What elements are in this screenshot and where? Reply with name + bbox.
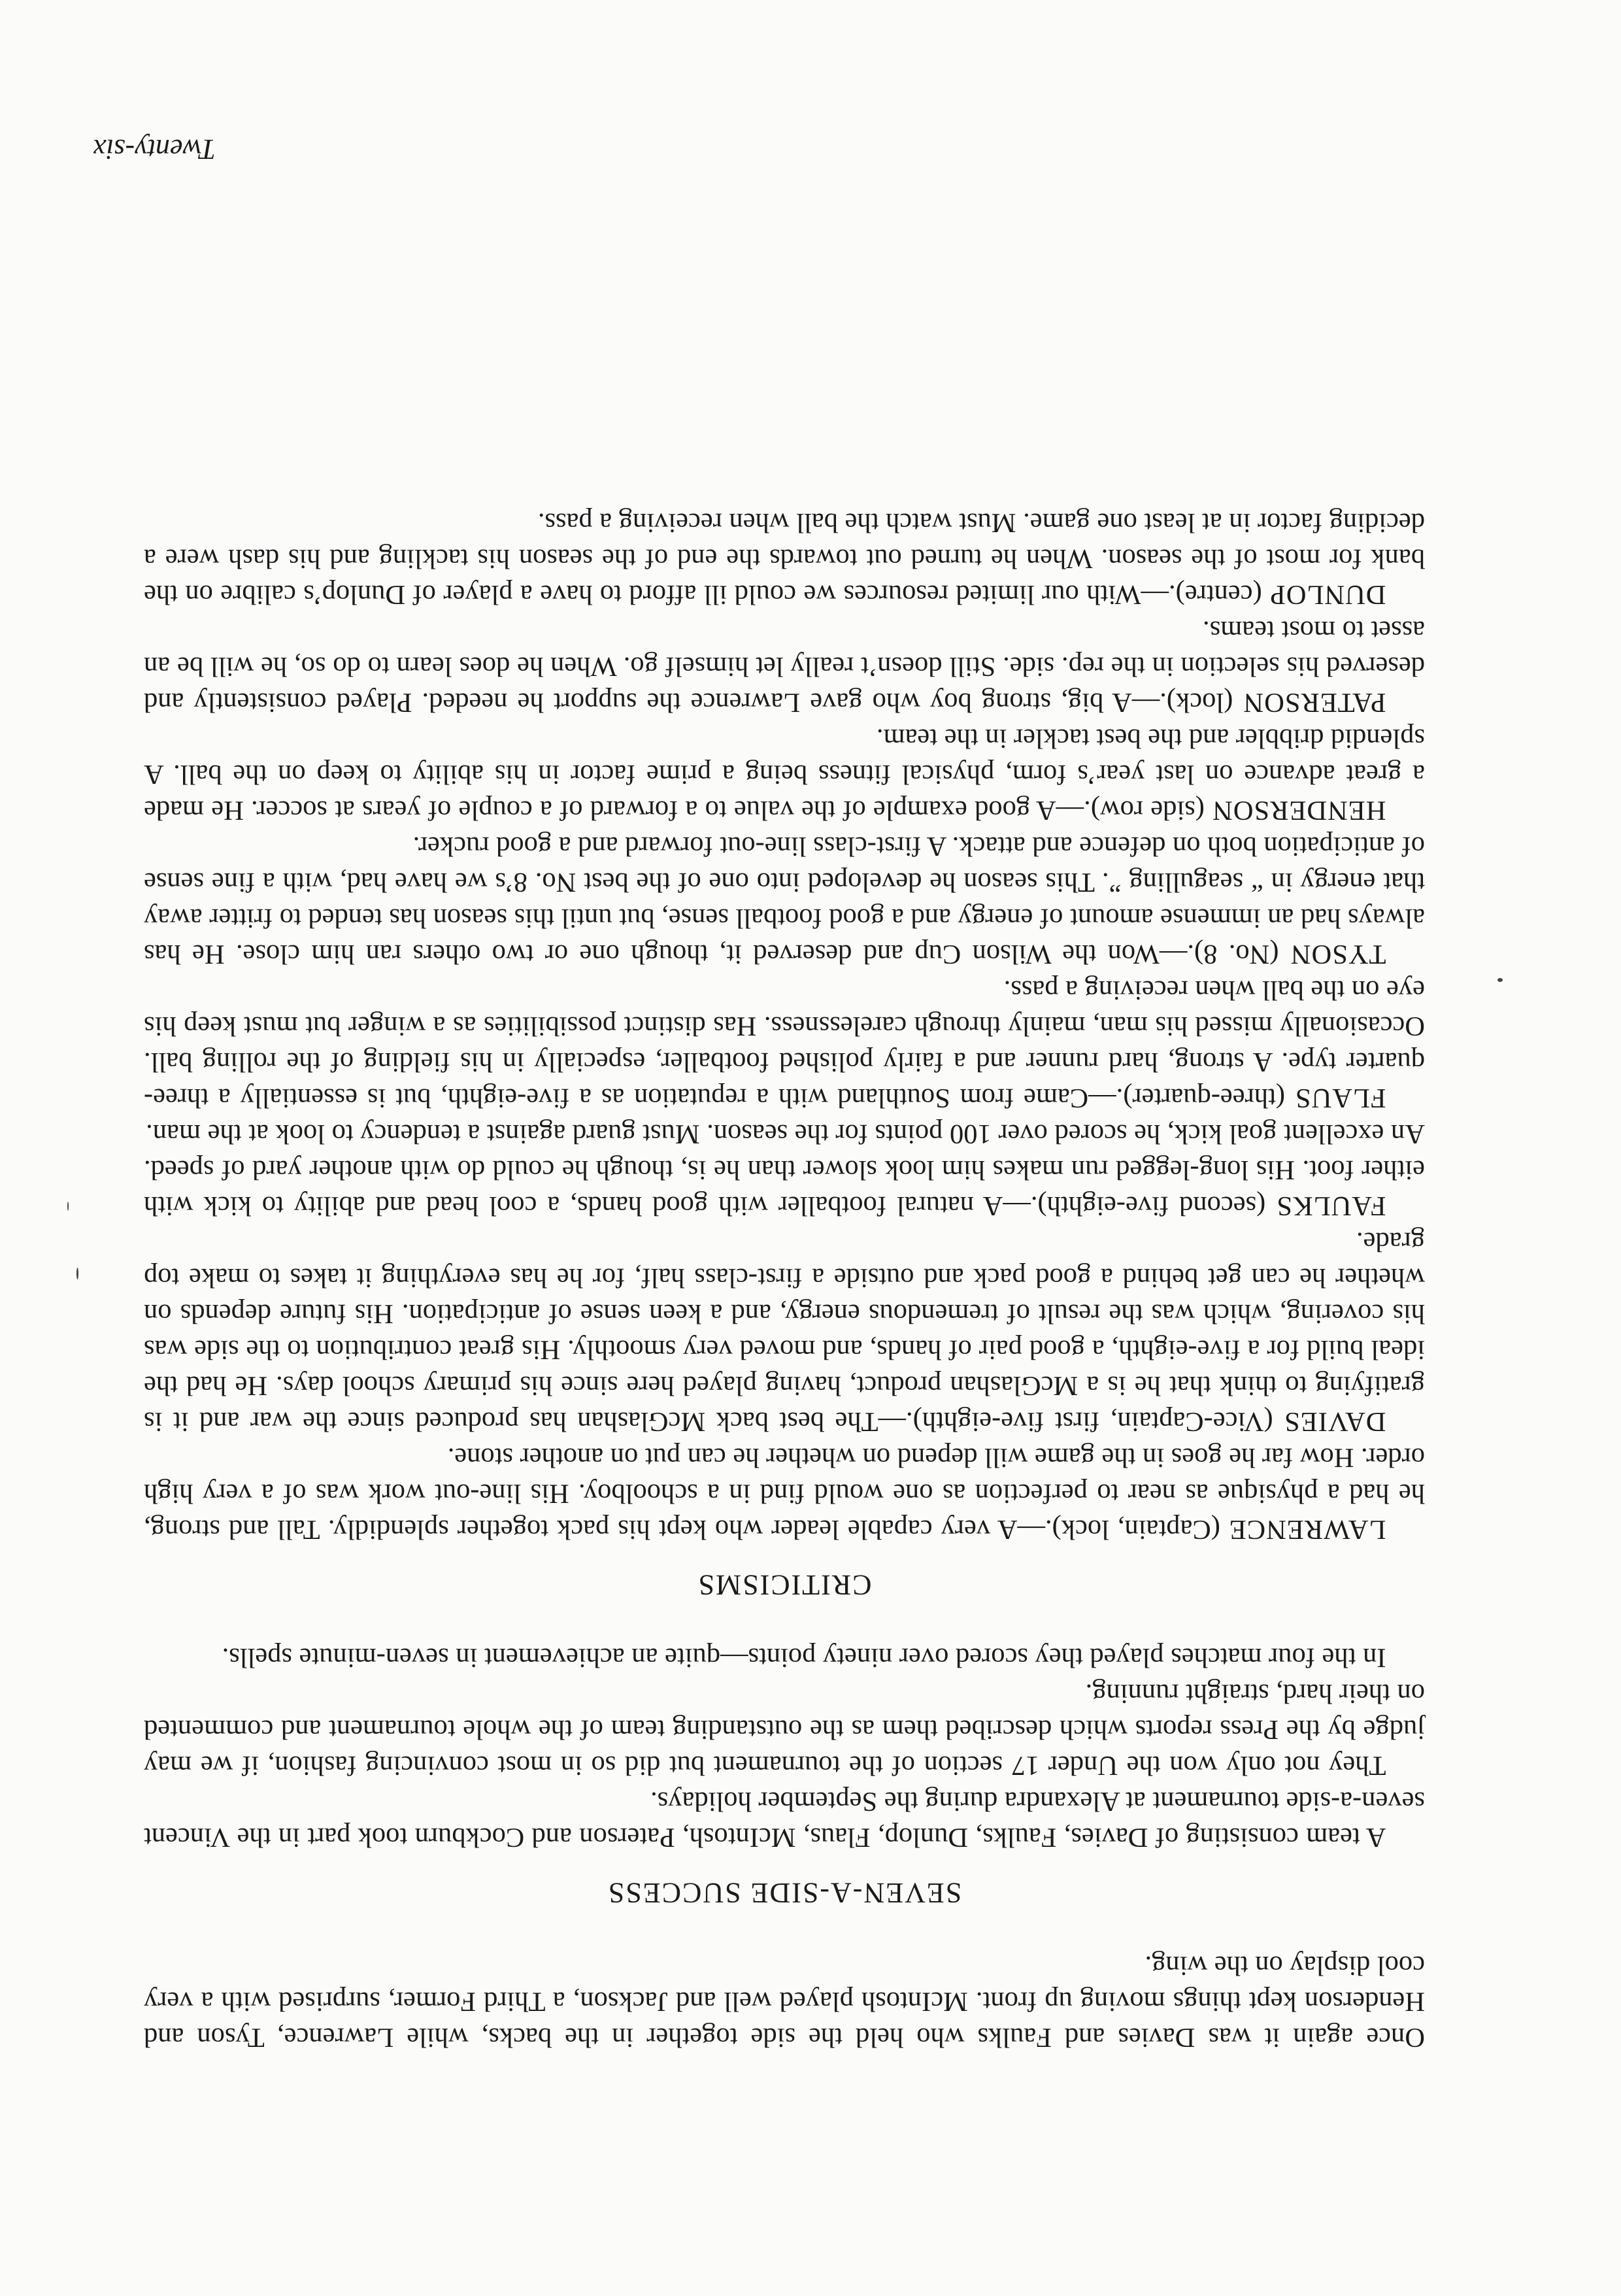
player-critique: (three-quarter).—Came from Southland with a reputation as a five-eighth, but is essentially a three-quarter type. A strong, hard runner and a fairly polished footballer, especially in his fielding of the rolling ball. Occasionally missed his man, mainly through carelessness. Has distinct possibilities as a winger but must keep his eye on the ball when receiving a pass.: [144, 975, 1425, 1113]
criticism-flaus: [144, 972, 1425, 1116]
page-number: Twenty-six: [93, 133, 216, 165]
player-name: TYSON: [1290, 939, 1386, 970]
criticism-davies: [144, 1224, 1425, 1440]
sevens-paragraph-1: A team consisting of Davies, Faulks, Dunlop, Flaus, McIntosh, Paterson and Cockburn took part in the Vincent seven-a-side tournament at Alexandra during the September holidays.: [144, 1786, 1425, 1853]
criticism-paterson: [144, 613, 1425, 720]
heading-criticisms: CRITICISMS: [697, 1569, 872, 1601]
criticism-faulks: [144, 1116, 1425, 1224]
scan-speck: [67, 1202, 69, 1211]
scan-speck: [76, 1268, 78, 1279]
player-critique: (side row).—A good example of the value to a forward of a couple of years at soccer. He made a great advance on last year’s form, physical fitness being a prime factor in his ability to keep on the ball. A splendid dribbler and the best tackler in the team.: [144, 723, 1425, 826]
sevens-paragraph-3: In the four matches played they scored over ninety points—quite an achievement in seven-minute spells.: [222, 1642, 1386, 1673]
criticism-tyson: [144, 828, 1425, 972]
player-name: FLAUS: [1294, 1083, 1386, 1113]
player-name: DAVIES: [1284, 1406, 1386, 1437]
criticism-lawrence: [144, 1440, 1425, 1547]
player-name: LAWRENCE: [1228, 1514, 1386, 1545]
heading-seven-a-side: SEVEN-A-SIDE SUCCESS: [607, 1877, 962, 1909]
player-name: FAULKS: [1276, 1190, 1386, 1221]
player-critique: (second five-eighth).—A natural footballer with good hands, a cool head and ability to kick with either foot. His long-legged run makes him look slower than he is, though he could do with another yard of speed. An excellent goal kick, he scored over 100 points for the season. Must guard against a tendency to look at the man.: [143, 1119, 1425, 1221]
body-text: [144, 505, 1425, 2055]
intro-paragraph: Once again it was Davies and Faulks who held the side together in the backs, while Lawrence, Tyson and Henderson kept things moving up front. McIntosh played well and Jackson, a Third Former, surprised with a very cool display on the wing.: [144, 1950, 1425, 2053]
player-critique: (Captain, lock).—A very capable leader who kept his pack together splendidly. Tall and strong, he had a physique as near to perfection as one would find in a schoolboy. His line-out work was of a very high order. How far he goes in the game will depend on whether he can put on another stone.: [144, 1442, 1425, 1545]
criticism-dunlop: [144, 505, 1425, 613]
player-critique: (No. 8).—Won the Wilson Cup and deserved it, though one or two others ran him close. He has always had an immense amount of energy and a good football sense, but until this season has tended to fritter away that energy in “ seagulling ”. This season he developed into one of the best No. 8’s we have had, with a fine sense of anticipation both on defence and attack. A first-class line-out forward and a good rucker.: [143, 831, 1425, 970]
player-critique: (lock).—A big, strong boy who gave Lawrence the support he needed. Played consistently and deserved his selection in the rep. side. Still doesn’t really let himself go. When he does learn to do so, he will be an asset to most teams.: [144, 615, 1425, 718]
player-name: PATERSON: [1243, 687, 1386, 718]
criticism-henderson: [144, 720, 1425, 828]
player-name: DUNLOP: [1269, 579, 1386, 610]
player-critique: (Vice-Captain, first five-eighth).—The best back McGlashan has produced since the war and it is gratifying to think that he is a McGlashan product, having played here since his primary school days. He had the ideal build for a five-eighth, a good pair of hands, and moved very smoothly. His great contribution to the side was his covering, which was the result of tremendous energy, and a keen sense of anticipation. His future depends on whether he can get behind a good pack and outside a first-class half, for he has everything it takes to make top grade.: [143, 1226, 1425, 1437]
scan-speck: [1497, 978, 1503, 982]
player-critique: (centre).—With our limited resources we could ill afford to have a player of Dunlop’s calibre on the bank for most of the season. When he turned out towards the end of the season his tackling and his dash were a deciding factor in at least one game. Must watch the ball when receiving a pass.: [144, 507, 1425, 610]
sevens-paragraph-2: They not only won the Under 17 section of the tournament but did so in most convincing fashion, if we may judge by the Press reports which described them as the outstanding team of the whole tournament and commented on their hard, straight running.: [144, 1678, 1425, 1781]
player-name: HENDERSON: [1212, 795, 1386, 826]
